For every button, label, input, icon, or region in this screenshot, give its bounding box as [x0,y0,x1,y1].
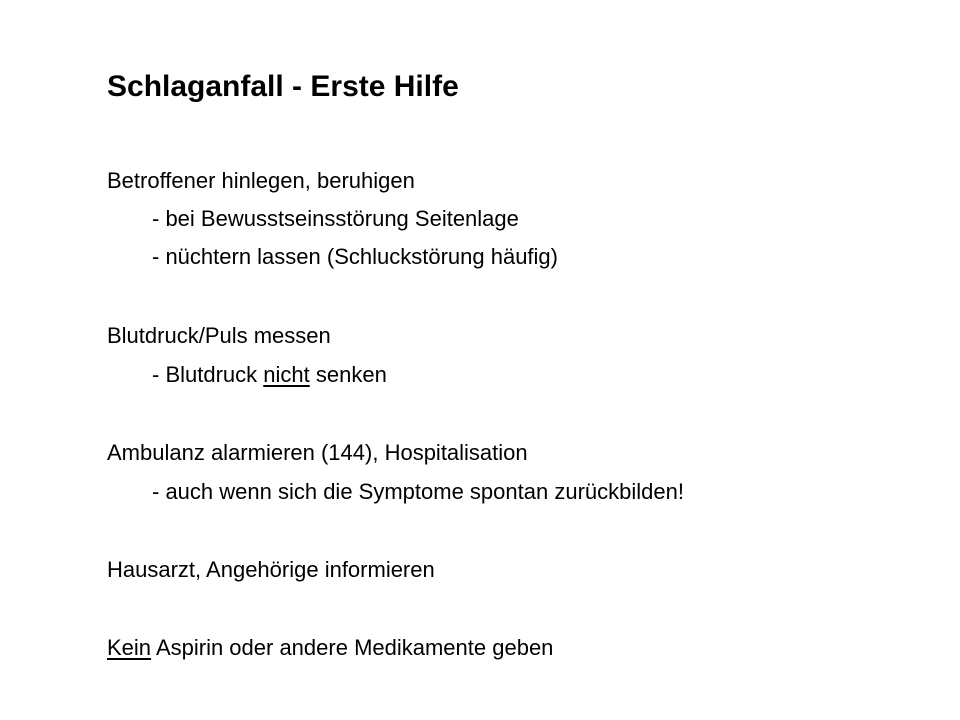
bullet-rest: Betroffener hinlegen, beruhigen [107,168,415,193]
emphasis-kein: Kein [107,635,152,660]
sub-bullet-symptoms: - auch wenn sich die Symptome spontan zurückbilden! [152,479,684,504]
sub-bullet-lateral-position: - bei Bewusstseinsstörung Seitenlage [152,206,519,231]
emphasis-nicht: nicht [263,362,310,387]
sub-bullet-fasting: - nüchtern lassen (Schluckstörung häufig) [152,244,558,269]
bullet-ambulance: Ambulanz alarmieren (144), Hospitalisation [107,440,528,465]
bullet-inform: Hausarzt, Angehörige informieren [107,557,435,582]
bullet-blood-pressure: Blutdruck/Puls messen [107,323,331,348]
sub-bullet-do-not-lower [152,364,387,386]
sub-bullet-prefix: - Blutdruck [152,362,264,387]
slide-title: Schlaganfall - Erste Hilfe [107,70,459,103]
bullet-no-aspirin [107,637,553,659]
bullet-no-aspirin-rest: Aspirin oder andere Medikamente geben [151,635,554,660]
sub-bullet-suffix: senken [309,362,387,387]
